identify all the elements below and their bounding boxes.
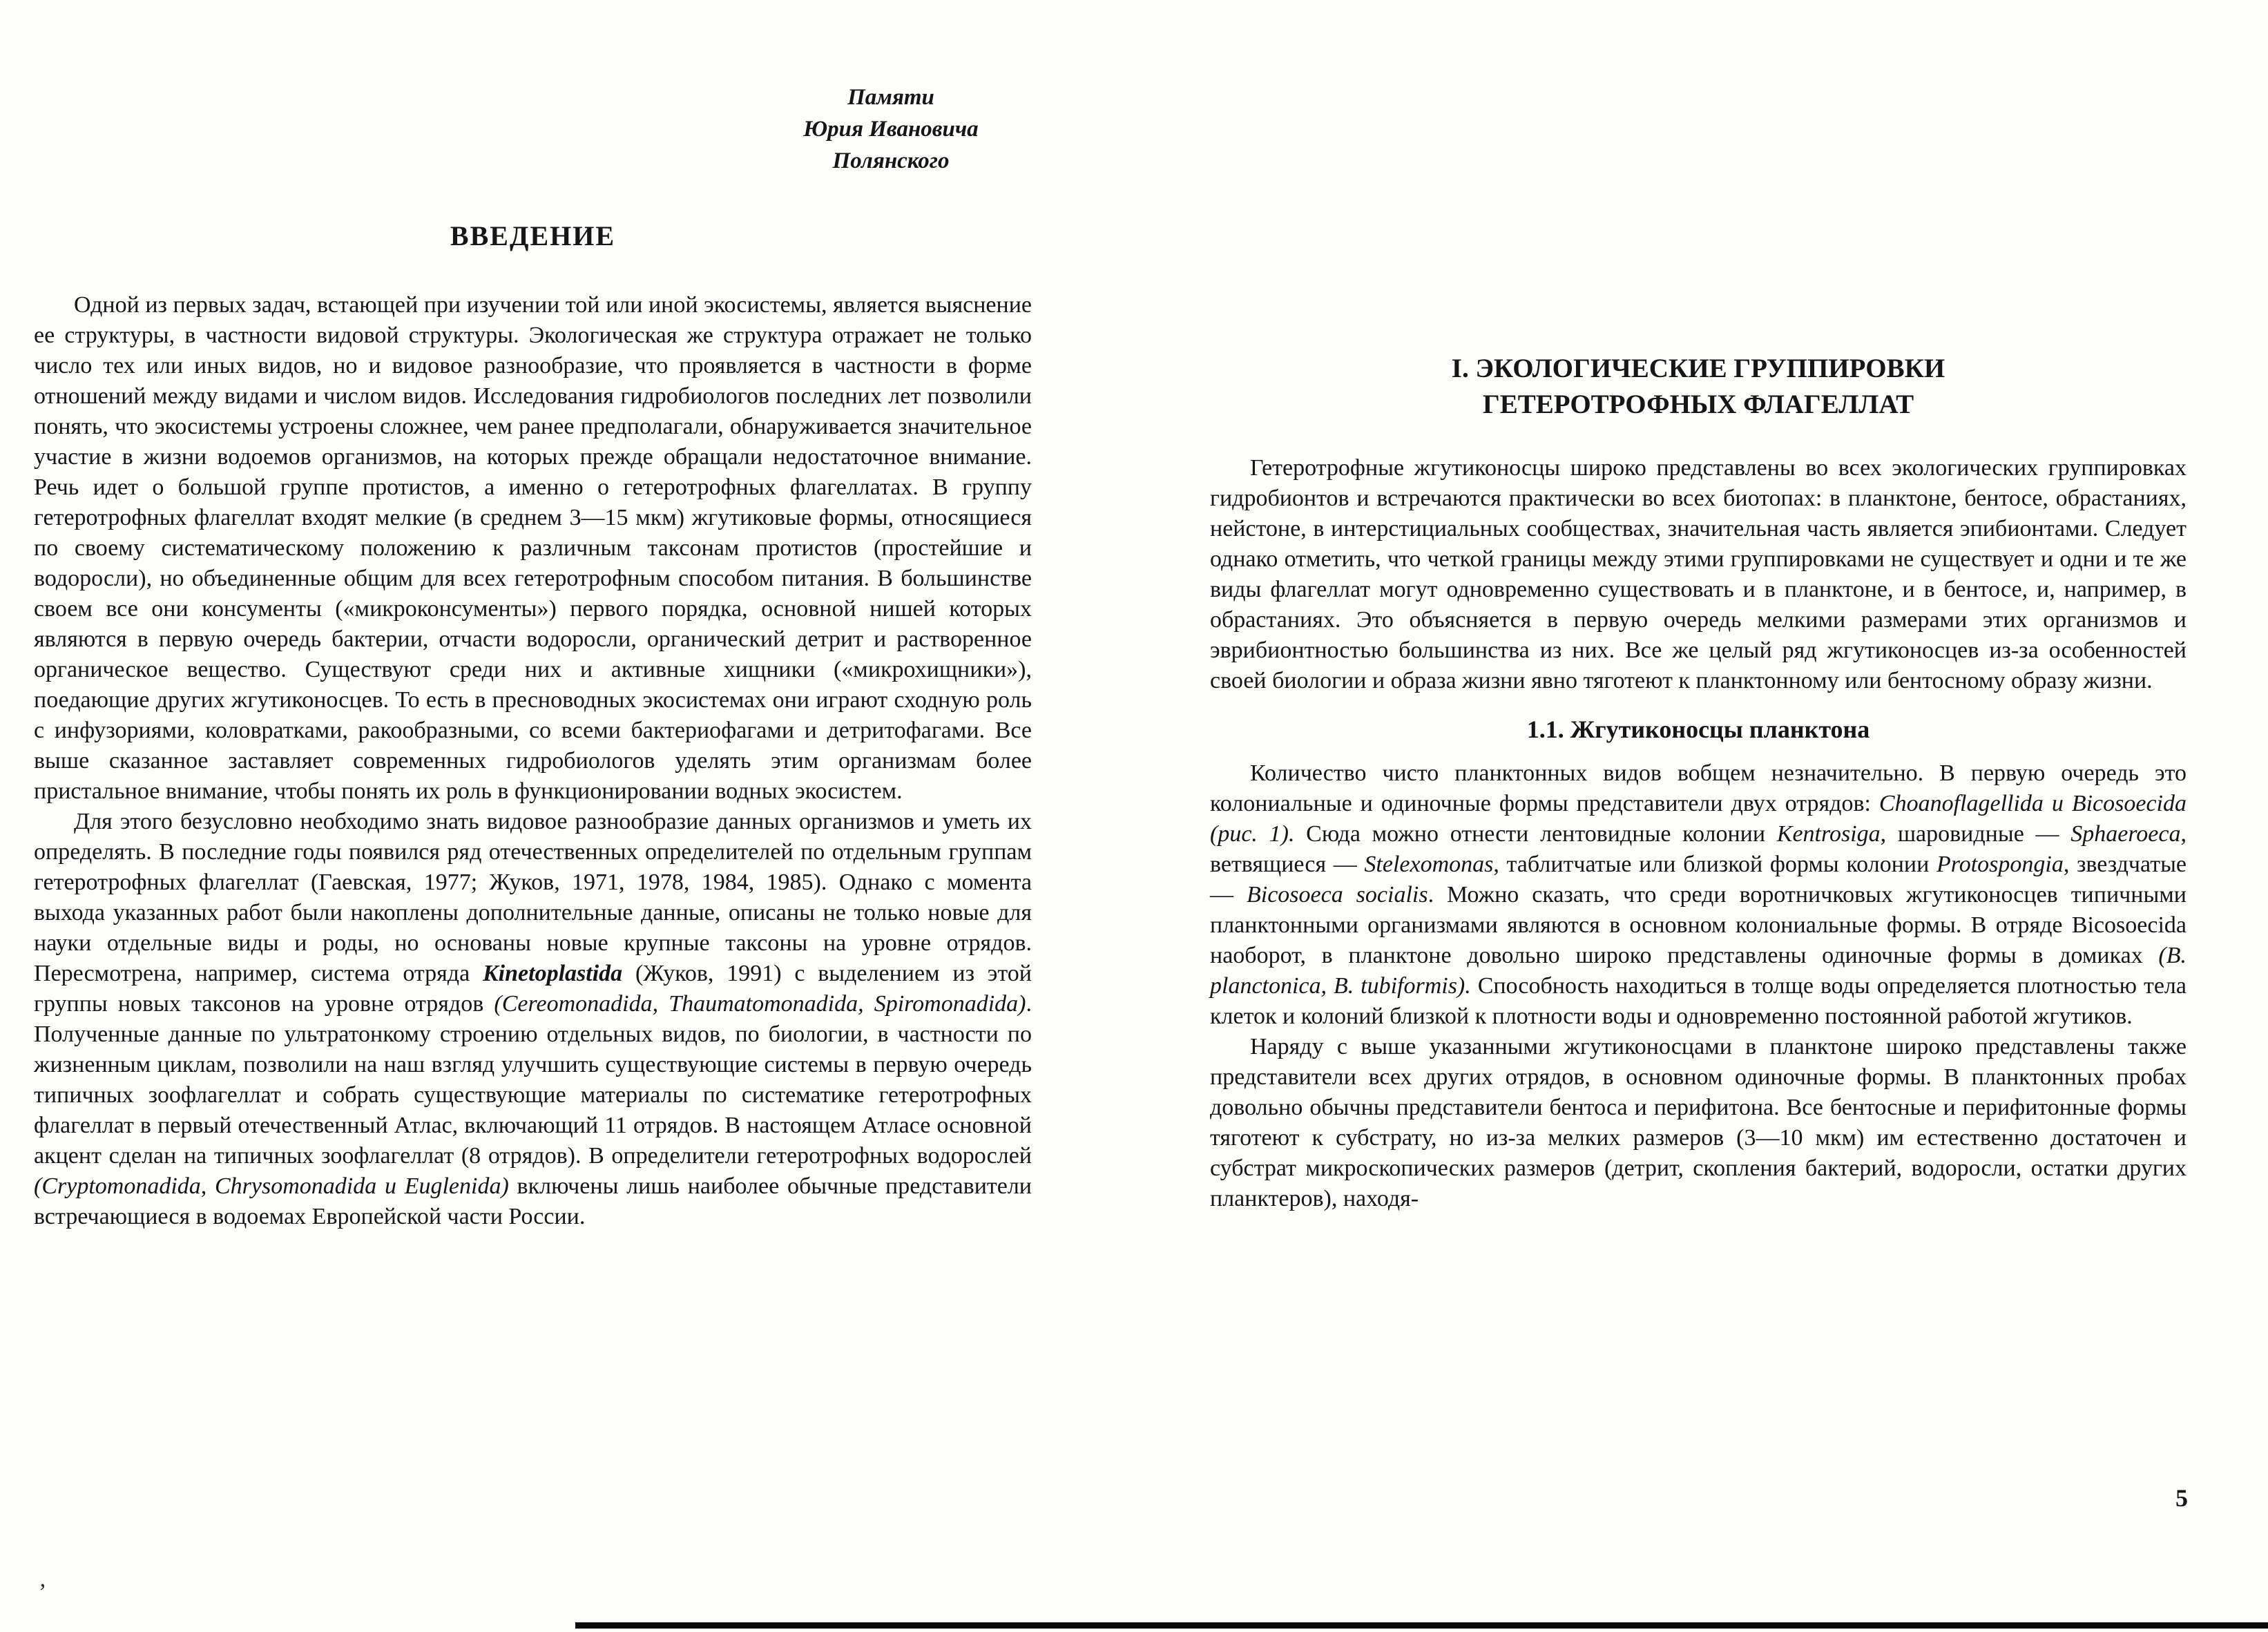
scan-artifact: ‚	[39, 1566, 47, 1592]
body-paragraph: Количество чисто планктонных видов вобщем незначительно. В первую очередь это колониальные и одиночные формы представители двух отрядов: Choanoflagellida и Bicosoecida (рис. 1). Сюда можно отнести лентовидные колонии Kentrosiga, шаровидные — Sphaeroeca, ветвящиеся — Stelexomonas, таблитчатые или близкой формы колонии Protospongia, звездчатые — Bicosoeca socialis. Можно сказать, что среди воротничковых жгутиконосцев типичными планктонными организмами являются в основном колониальные формы. В отряде Bicosoecida наоборот, в планктоне довольно широко представлены одиночные формы в домиках (B. planctonica, B. tubiformis). Способность находиться в толще воды определяется плотностью тела клеток и колоний близкой к плотности воды и одновременно постоянной работой жгутиков.	[1210, 760, 2187, 1029]
page-number: 5	[2175, 1484, 2188, 1512]
chapter-heading-line: I. ЭКОЛОГИЧЕСКИЕ ГРУППИРОВКИ	[1451, 354, 1945, 383]
body-paragraph: Гетеротрофные жгутиконосцы широко представлены во всех экологических группировках гидробионтов и встречаются практически во всех биотопах: в планктоне, бентосе, обрастаниях, нейстоне, в интерстициальных сообществах, значительная часть является эпибионтами. Следует однако отметить, что четкой границы между этими группировками не существует и одни и те же виды флагеллат могут одновременно существовать и в планктоне, и в бентосе, и, например, в обрастаниях. Это объясняется в первую очередь мелкими размерами этих организмов и эврибионтностью большинства из них. Все же целый ряд жгутиконосцев из-за особенностей своей биологии и образа жизни явно тяготеют к планктонному или бентосному образу жизни.	[1210, 455, 2187, 693]
intro-heading: ВВЕДЕНИЕ	[450, 220, 616, 251]
section-heading: 1.1. Жгутиконосцы планктона	[1526, 716, 1870, 743]
chapter-heading-line: ГЕТЕРОТРОФНЫХ ФЛАГЕЛЛАТ	[1482, 390, 1914, 419]
dedication-line: Юрия Ивановича	[803, 117, 979, 142]
dedication	[765, 81, 1017, 177]
body-paragraph: Для этого безусловно необходимо знать видовое разнообразие данных организмов и уметь их определять. В последние годы появился ряд отечественных определителей по отдельным группам гетеротрофных флагеллат (Гаевская, 1977; Жуков, 1971, 1978, 1984, 1985). Однако с момента выхода указанных работ были накоплены дополнительные данные, описаны не только новые для науки отдельные виды и роды, но основаны новые крупные таксоны на уровне отрядов. Пересмотрена, например, система отряда Kinetoplastida (Жуков, 1991) с выделением из этой группы новых таксонов на уровне отрядов (Cereomonadida, Thaumatomonadida, Spiromonadida). Полученные данные по ультратонкому строению отдельных видов, по биологии, в частности по жизненным циклам, позволили на наш взгляд улучшить существующие системы в первую очередь типичных зоофлагеллат и собрать существующие материалы по систематике гетеротрофных флагеллат в первый отечественный Атлас, включающий 11 отрядов. В настоящем Атласе основной акцент сделан на типичных зоофлагеллат (8 отрядов). В определители гетеротрофных водорослей (Cryptomonadida, Chrysomonadida и Euglenida) включены лишь наиболее обычные представители встречающиеся в водоемах Европейской части России.	[34, 809, 1032, 1229]
right-page-body	[1210, 351, 2187, 1214]
body-paragraph: Одной из первых задач, встающей при изучении той или иной экосистемы, является выяснение ее структуры, в частности видовой структуры. Экологическая же структура отражает не только число тех или иных видов, но и видовое разнообразие, что проявляется в частности в форме отношений между видами и числом видов. Исследования гидробиологов последних лет позволили понять, что экосистемы устроены сложнее, чем ранее предполагали, обнаруживается значительное участие в жизни водоемов организмов, на которых прежде обращали недостаточное внимание. Речь идет о большой группе протистов, а именно о гетеротрофных флагеллатах. В группу гетеротрофных флагеллат входят мелкие (в среднем 3—15 мкм) жгутиковые формы, относящиеся по своему систематическому положению к различным таксонам протистов (простейшие и водоросли), но объединенные общим для всех гетеротрофным способом питания. В большинстве своем все они консументы («микроконсументы») первого порядка, основной нишей которых являются в первую очередь бактерии, отчасти водоросли, органический детрит и растворенное органическое вещество. Существуют среди них и активные хищники («микрохищники»), поедающие других жгутиконосцев. То есть в пресноводных экосистемах они играют сходную роль с инфузориями, коловратками, ракообразными, со всеми бактериофагами и детритофагами. Все выше сказанное заставляет современных гидробиологов уделять этим организмам более пристальное внимание, чтобы понять их роль в функционировании водных экосистем.	[34, 292, 1032, 804]
dedication-line: Полянского	[832, 148, 950, 173]
body-paragraph: Наряду с выше указанными жгутиконосцами в планктоне широко представлены также представители всех других отрядов, в основном одиночные формы. В планктонных пробах довольно обычны представители бентоса и перифитона. Все бентосные и перифитонные формы тяготеют к субстрату, но из-за мелких размеров (3—10 мкм) им естественно достаточен и субстрат микроскопических размеров (детрит, скопления бактерий, водоросли, остатки других планктеров), находя-	[1210, 1034, 2187, 1211]
chapter-heading	[1210, 351, 2187, 423]
left-page-body	[34, 290, 1032, 1232]
scan-edge-line	[575, 1622, 2268, 1629]
dedication-line: Памяти	[847, 85, 934, 110]
